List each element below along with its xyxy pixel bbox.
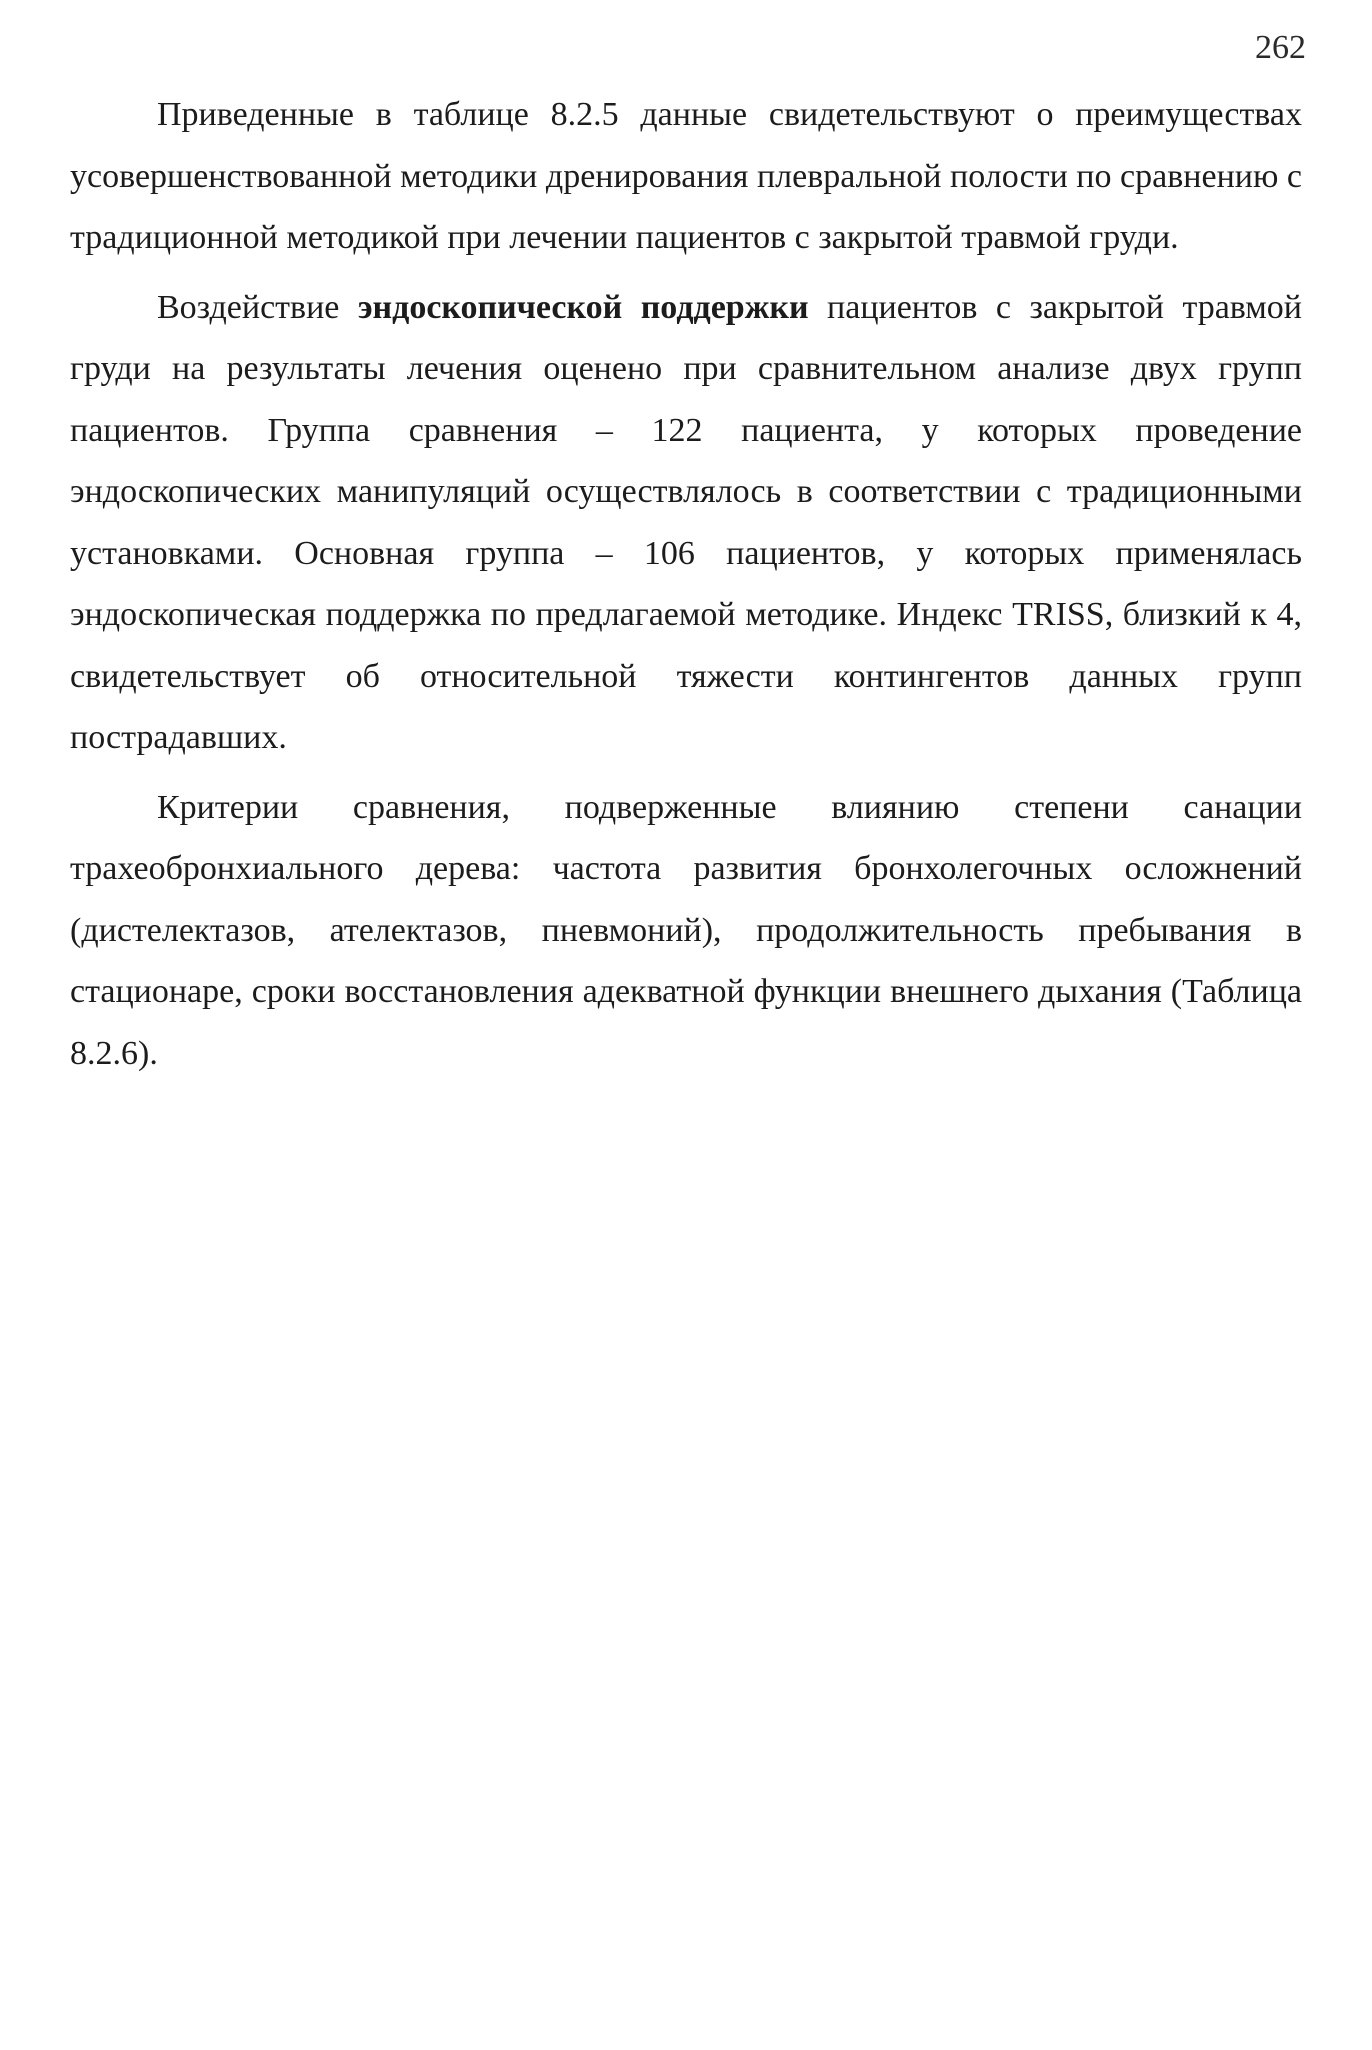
paragraph-endoscopic-support — [70, 277, 1302, 769]
paragraph-drainage-advantages: Приведенные в таблице 8.2.5 данные свидетельствуют о преимуществах усовершенствованной методики дренирования плевральной полости по сравнению с традиционной методикой при лечении пациентов с закрытой травмой груди. — [70, 96, 1302, 256]
page-number: 262 — [1255, 29, 1306, 66]
paragraph-text-rest: пациентов с закрытой травмой груди на результаты лечения оценено при сравнительном анализе двух групп пациентов. Группа сравнения – 122 пациента, у которых проведение эндоскопических манипуляций осуществлялось в соответствии с традиционными установками. Основная группа – 106 пациентов, у которых применялась эндоскопическая поддержка по предлагаемой методике. Индекс TRISS, близкий к 4, свидетельствует об относительной тяжести контингентов данных групп пострадавших. — [70, 288, 1302, 756]
document-body — [70, 84, 1302, 1084]
paragraph-comparison-criteria: Критерии сравнения, подверженные влиянию степени санации трахеобронхиального дерева: частота развития бронхолегочных осложнений (дистелектазов, ателектазов, пневмоний), продолжительность пребывания в стационаре, сроки восстановления адекватной функции внешнего дыхания (Таблица 8.2.6). — [70, 788, 1302, 1072]
emphasis-endoscopic-support: эндоскопической поддержки — [357, 288, 809, 326]
paragraph-text-start: Воздействие — [157, 288, 358, 326]
